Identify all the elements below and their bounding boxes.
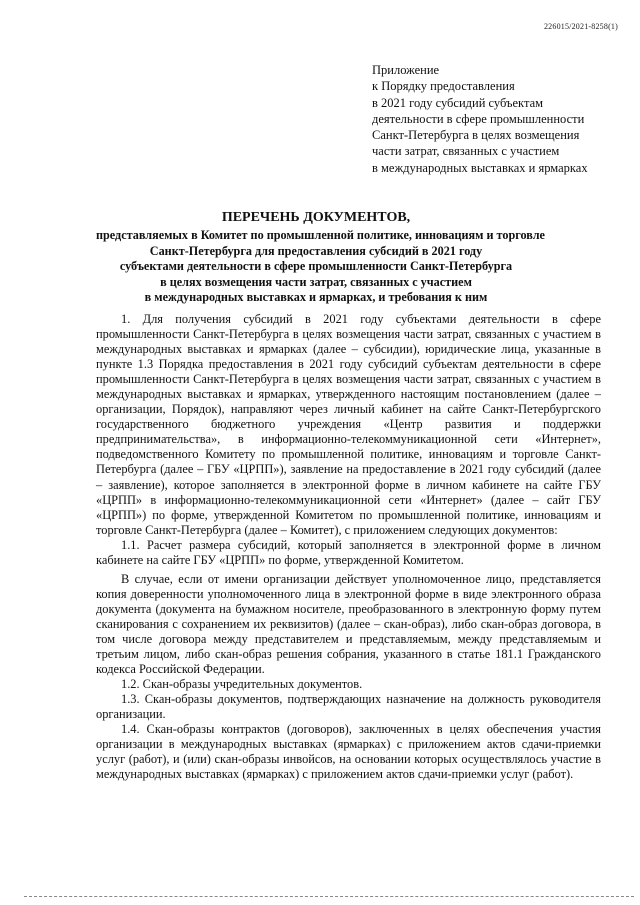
document-body — [96, 312, 601, 782]
title-line: Санкт-Петербурга для предоставления субсидий в 2021 году — [149, 243, 483, 258]
paragraph-1-4: 1.4. Скан-образы контрактов (договоров), заключенных в целях обеспечения участия организации в международных выставках (ярмарках) с приложением актов сдачи-приемки услуг (работ), и (или) скан-образы инвойсов, на основании которых осуществлялось участие в международных выставках (ярмарках) с приложением актов сдачи-приемки услуг (работ). — [96, 722, 601, 782]
appendix-line: деятельности в сфере промышленности — [372, 111, 585, 126]
document-title — [96, 209, 545, 306]
title-line: в международных выставках и ярмарках, и требования к ним — [144, 290, 488, 305]
appendix-line: в международных выставках и ярмарках — [372, 160, 588, 175]
paragraph-1-2: 1.2. Скан-образы учредительных документов. — [121, 677, 363, 692]
title-line: субъектами деятельности в сфере промышленности Санкт-Петербурга — [119, 259, 513, 274]
registration-number: 226015/2021-8258(1) — [543, 22, 618, 31]
appendix-line: Приложение — [372, 63, 440, 77]
paragraph-representative: В случае, если от имени организации действует уполномоченное лицо, представляется копия доверенности уполномоченного лица в электронной форме в виде электронного образа документа (документа на бумажном носителе, преобразованного в электронную форму путем сканирования с сохранением их реквизитов) (далее – скан-образ), либо скан-образ договора, в том числе договора между представителем и представляемым, между представляемым и третьим лицом, либо скан-образ решения собрания, указанного в статье 181.1 Гражданского кодекса Российской Федерации. — [96, 571, 601, 677]
paragraph-1-3: 1.3. Скан-образы документов, подтверждающих назначение на должность руководителя организации. — [96, 692, 601, 722]
appendix-line: к Порядку предоставления — [372, 79, 515, 94]
title-main: ПЕРЕЧЕНЬ ДОКУМЕНТОВ, — [221, 210, 411, 225]
title-line: представляемых в Комитет по промышленной политике, инновациям и торговле — [96, 228, 545, 242]
appendix-line: части затрат, связанных с участием — [372, 144, 560, 159]
appendix-header — [372, 62, 634, 176]
scan-edge-divider — [24, 896, 634, 897]
appendix-line: в 2021 году субсидий субъектам — [372, 95, 544, 110]
appendix-line: Санкт-Петербурга в целях возмещения — [372, 128, 580, 143]
paragraph-1: 1. Для получения субсидий в 2021 году субъектами деятельности в сфере промышленности Санкт-Петербурга в целях возмещения части затрат, связанных с участием в международных выставках и ярмарках (далее – субсидии), юридические лица, указанные в пункте 1.3 Порядка предоставления в 2021 году субсидий субъектам деятельности в сфере промышленности Санкт-Петербурга в целях возмещения части затрат, связанных с участием в международных выставках и ярмарках, утвержденного настоящим постановлением (далее – организации, Порядок), направляют через личный кабинет на сайте Санкт-Петербургского государственного бюджетного учреждения «Центр развития и поддержки предпринимательства», в информационно-телекоммуникационной сети «Интернет», подведомственного Комитету по промышленной политике, инновациям и торговле Санкт-Петербурга (далее – ГБУ «ЦРПП»), заявление на предоставление в 2021 году субсидий (далее – заявление), которое заполняется в электронной форме в личном кабинете на сайте ГБУ «ЦРПП» в информационно-телекоммуникационной сети «Интернет» (далее – сайт ГБУ «ЦРПП») по форме, утвержденной Комитетом по промышленной политике, инновациям и торговле Санкт-Петербурга (далее – Комитет), с приложением следующих документов: — [96, 312, 601, 537]
paragraph-1-1: 1.1. Расчет размера субсидий, который заполняется в электронной форме в личном кабинете на сайте ГБУ «ЦРПП» по форме, утвержденной Комитетом. — [96, 537, 601, 567]
title-line: в целях возмещения части затрат, связанных с участием — [160, 274, 472, 289]
